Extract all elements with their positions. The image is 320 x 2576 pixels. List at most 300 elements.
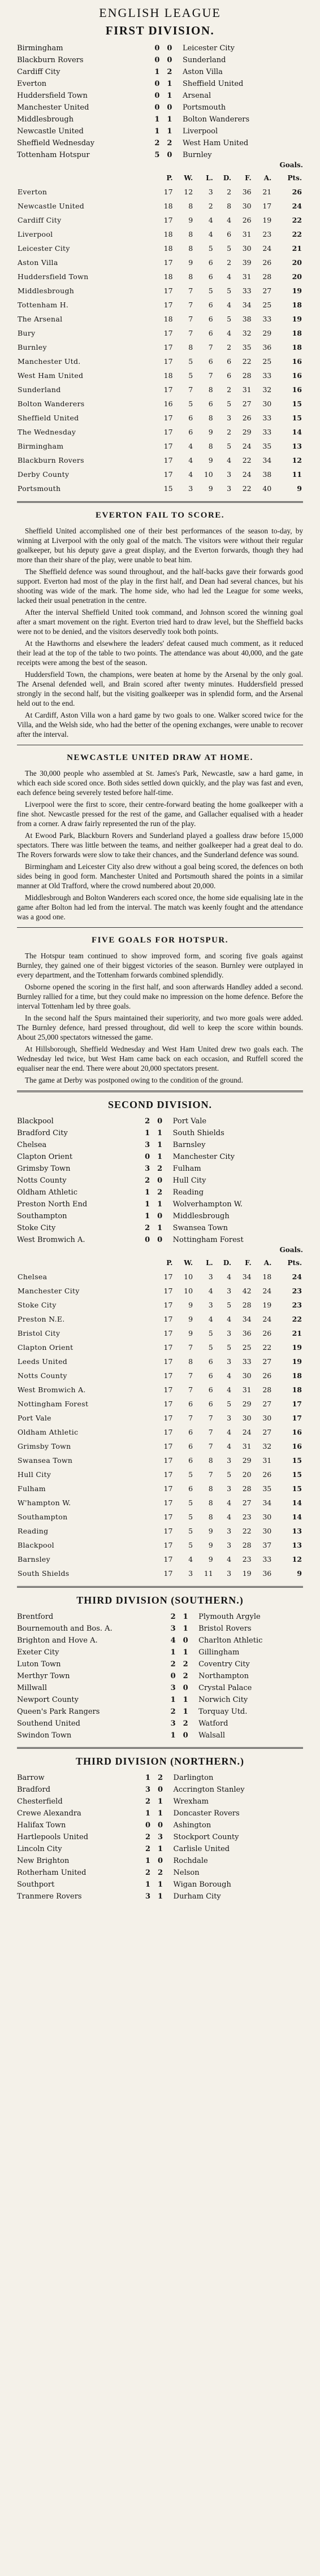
- points: 9: [297, 484, 302, 493]
- stat-cell: 3: [188, 484, 193, 493]
- home-team: Oldham Athletic: [17, 1188, 77, 1197]
- points: 16: [292, 385, 302, 394]
- away-score: 0: [167, 151, 172, 159]
- away-team: Bolton Wanderers: [182, 115, 250, 124]
- table-row: [17, 312, 303, 326]
- stat-cell: 4: [188, 1555, 193, 1563]
- stat-cell: 4: [208, 1287, 213, 1295]
- points: 16: [292, 357, 302, 366]
- stat-cell: 8: [188, 343, 193, 351]
- result-row: [17, 1210, 303, 1222]
- stat-cell: 17: [163, 258, 173, 267]
- column-header: D.: [223, 174, 232, 182]
- stat-cell: 4: [227, 1555, 232, 1563]
- stat-cell: 17: [163, 1287, 173, 1295]
- home-team: Crewe Alexandra: [17, 1809, 81, 1818]
- stat-cell: 4: [227, 456, 232, 464]
- stat-cell: 6: [227, 230, 232, 238]
- home-team: Brentford: [17, 1613, 54, 1621]
- stat-cell: 37: [262, 1541, 272, 1549]
- table-row: [17, 425, 303, 439]
- stat-cell: 5: [188, 357, 193, 366]
- stat-cell: 25: [242, 1343, 252, 1352]
- away-team: Wolverhampton W.: [172, 1200, 243, 1209]
- stat-cell: 24: [242, 470, 252, 479]
- home-score: 3: [170, 1624, 176, 1633]
- away-score: 0: [157, 1236, 163, 1244]
- team-name: Leeds United: [18, 1357, 68, 1366]
- home-team: Stoke City: [17, 1224, 56, 1232]
- away-team: Middlesbrough: [172, 1212, 230, 1220]
- stat-cell: 17: [163, 188, 173, 196]
- points: 15: [292, 1470, 302, 1479]
- away-score: 1: [157, 1153, 163, 1161]
- third-south-heading: THIRD DIVISION (SOUTHERN.): [76, 1595, 244, 1606]
- stat-cell: 4: [227, 1513, 232, 1521]
- stat-cell: 30: [262, 1527, 272, 1535]
- home-team: Sheffield Wednesday: [17, 139, 95, 147]
- away-score: 0: [167, 103, 172, 112]
- away-score: 2: [157, 1869, 163, 1877]
- home-score: 2: [170, 1613, 176, 1621]
- stat-cell: 31: [242, 230, 252, 238]
- home-team: Luton Town: [17, 1660, 61, 1669]
- stat-cell: 5: [227, 1400, 232, 1408]
- result-row: [17, 90, 303, 102]
- stat-cell: 4: [227, 1442, 232, 1450]
- stat-cell: 36: [242, 188, 252, 196]
- team-name: Fulham: [18, 1484, 46, 1493]
- stat-cell: 11: [204, 1569, 213, 1578]
- stat-cell: 33: [262, 414, 272, 422]
- stat-cell: 10: [204, 470, 213, 479]
- table-row: [17, 1467, 303, 1482]
- stat-cell: 10: [184, 1272, 193, 1281]
- away-score: 1: [183, 1624, 188, 1633]
- stat-cell: 31: [242, 1442, 252, 1450]
- table-row: [17, 255, 303, 270]
- stat-cell: 7: [208, 371, 213, 380]
- stat-cell: 29: [242, 1400, 252, 1408]
- stat-cell: 7: [208, 1442, 213, 1450]
- stat-cell: 26: [262, 1470, 272, 1479]
- table-row: [17, 354, 303, 368]
- stat-cell: 40: [262, 484, 272, 493]
- away-team: West Ham United: [182, 139, 249, 147]
- away-team: Manchester City: [172, 1153, 235, 1161]
- home-score: 4: [170, 1636, 176, 1645]
- stat-cell: 3: [227, 470, 232, 479]
- team-name: Liverpool: [18, 230, 53, 238]
- stat-cell: 3: [208, 1301, 213, 1309]
- report-paragraph: After the interval Sheffield United took command, and Johnson scored the winning goal after a smart movement on the right. Everton tried hard to draw level, but the Sheffield backs were not to be denied, and the visitors deservedly took both points.: [17, 608, 303, 636]
- points: 19: [292, 315, 302, 323]
- result-row: [17, 1718, 303, 1730]
- away-team: Sunderland: [182, 56, 226, 64]
- stat-cell: 34: [262, 1498, 272, 1507]
- stat-cell: 17: [163, 1470, 173, 1479]
- stat-cell: 17: [163, 286, 173, 295]
- points: 13: [292, 442, 302, 450]
- report-title: EVERTON FAIL TO SCORE.: [95, 511, 225, 520]
- away-team: Nottingham Forest: [172, 1236, 244, 1244]
- stat-cell: 28: [242, 371, 252, 380]
- team-name: Newcastle United: [18, 202, 85, 210]
- stat-cell: 29: [242, 428, 252, 436]
- report-paragraph: Birmingham and Leicester City also drew without a goal being scored, the defences on both sides being in good form. Manchester United and Portsmouth shared the points in a similar manner at Old Trafford, where the crowd numbered about 20,000.: [17, 862, 303, 890]
- stat-cell: 3: [208, 1272, 213, 1281]
- report-paragraph: The 30,000 people who assembled at St. James's Park, Newcastle, saw a hard game, in which each side scored once. Both sides settled down quickly, and the play was fast and even, each defence being severely tested before half-time.: [17, 769, 303, 797]
- home-score: 1: [145, 1188, 150, 1197]
- stat-cell: 17: [163, 1315, 173, 1323]
- stat-cell: 3: [227, 1287, 232, 1295]
- stat-cell: 30: [262, 1414, 272, 1422]
- home-score: 1: [145, 1809, 151, 1818]
- away-team: Swansea Town: [172, 1224, 228, 1232]
- points: 19: [292, 286, 302, 295]
- stat-cell: 7: [188, 315, 193, 323]
- points: 13: [292, 1527, 302, 1535]
- team-name: Oldham Athletic: [18, 1428, 79, 1436]
- home-score: 0: [145, 1236, 150, 1244]
- stat-cell: 31: [242, 385, 252, 394]
- stat-cell: 3: [227, 1527, 232, 1535]
- home-team: Notts County: [17, 1176, 67, 1185]
- away-team: Charlton Athletic: [198, 1636, 263, 1645]
- team-name: Bury: [18, 329, 36, 337]
- stat-cell: 38: [262, 470, 272, 479]
- table-row: [17, 397, 303, 411]
- team-name: South Shields: [18, 1569, 70, 1578]
- away-team: Durham City: [173, 1892, 221, 1901]
- stat-cell: 39: [242, 258, 252, 267]
- points: 16: [292, 1428, 302, 1436]
- stat-cell: 15: [163, 484, 173, 493]
- stat-cell: 4: [227, 1428, 232, 1436]
- home-team: Exeter City: [17, 1648, 59, 1657]
- away-score: 2: [167, 68, 172, 76]
- away-score: 0: [157, 1176, 163, 1185]
- home-score: 2: [170, 1708, 176, 1716]
- stat-cell: 18: [163, 272, 173, 281]
- away-team: Bristol Rovers: [198, 1624, 252, 1633]
- divider: [17, 1747, 303, 1749]
- stat-cell: 27: [262, 286, 272, 295]
- stat-cell: 36: [242, 1329, 252, 1337]
- second-division-table: [17, 1256, 303, 1580]
- home-score: 3: [170, 1684, 176, 1692]
- away-score: 0: [167, 44, 172, 53]
- stat-cell: 26: [262, 258, 272, 267]
- result-row: [17, 1623, 303, 1635]
- points: 13: [292, 1541, 302, 1549]
- away-team: Walsall: [198, 1731, 225, 1740]
- stat-cell: 8: [208, 1456, 213, 1465]
- points: 21: [292, 1329, 302, 1337]
- stat-cell: 4: [227, 1498, 232, 1507]
- stat-cell: 7: [188, 385, 193, 394]
- home-score: 1: [145, 1129, 150, 1137]
- away-team: Fulham: [172, 1165, 201, 1173]
- stat-cell: 9: [188, 258, 193, 267]
- report-paragraph: At Ewood Park, Blackburn Rovers and Sunderland played a goalless draw before 15,000 spectators. There was little between the teams, and neither goalkeeper had a great deal to do. The Rovers forwards were slow to take their chances, and the Sunderland defence was sound.: [17, 831, 303, 859]
- table-row: [17, 326, 303, 340]
- report-paragraph: Sheffield United accomplished one of their best performances of the season to-day, by winning at Liverpool with the only goal of the match. The visitors were without their regular goalkeeper, but his deputy gave a great display, and the Everton forwards, though they had more than their share of the play, were unable to beat him.: [17, 527, 303, 564]
- result-row: [17, 1867, 303, 1879]
- table-row: [17, 439, 303, 453]
- table-row: [17, 213, 303, 227]
- result-row: [17, 54, 303, 66]
- stat-cell: 5: [188, 1513, 193, 1521]
- masthead: ENGLISH LEAGUE: [99, 6, 221, 20]
- stat-cell: 8: [208, 1513, 213, 1521]
- stat-cell: 6: [208, 1385, 213, 1394]
- result-row: [17, 1175, 303, 1187]
- result-row: [17, 1647, 303, 1658]
- away-score: 3: [157, 1833, 163, 1841]
- stat-cell: 17: [163, 1484, 173, 1493]
- home-score: 2: [145, 1797, 151, 1806]
- third-south-results: [17, 1611, 303, 1741]
- stat-cell: 22: [242, 456, 252, 464]
- stat-cell: 9: [188, 1315, 193, 1323]
- stat-cell: 10: [184, 1287, 193, 1295]
- stat-cell: 5: [208, 244, 213, 253]
- stat-cell: 7: [208, 1414, 213, 1422]
- stat-cell: 19: [242, 1569, 252, 1578]
- table-row: [17, 185, 303, 199]
- first-division-results: [17, 42, 303, 161]
- result-row: [17, 1879, 303, 1891]
- team-name: Cardiff City: [18, 216, 62, 224]
- report-paragraph: The Hotspur team continued to show improved form, and scoring five goals against Burnley, they gained one of their biggest victories of the season. Burnley were outplayed in every department, and the Tottenham forwards combined splendidly.: [17, 952, 303, 979]
- stat-cell: 9: [208, 484, 213, 493]
- second-goals-label: Goals.: [279, 1246, 303, 1254]
- home-team: Clapton Orient: [17, 1153, 73, 1161]
- stat-cell: 2: [227, 343, 232, 351]
- points: 18: [292, 329, 302, 337]
- result-row: [17, 137, 303, 149]
- stat-cell: 5: [188, 399, 193, 408]
- team-name: Stoke City: [18, 1301, 57, 1309]
- stat-cell: 30: [242, 202, 252, 210]
- stat-cell: 4: [208, 230, 213, 238]
- stat-cell: 6: [208, 357, 213, 366]
- stat-cell: 35: [242, 343, 252, 351]
- stat-cell: 7: [188, 1343, 193, 1352]
- team-name: The Wednesday: [18, 428, 76, 436]
- stat-cell: 24: [262, 1315, 272, 1323]
- stat-cell: 17: [163, 1569, 173, 1578]
- stat-cell: 5: [227, 1343, 232, 1352]
- stat-cell: 6: [208, 1371, 213, 1380]
- away-score: 0: [157, 1857, 163, 1865]
- report-paragraph: The game at Derby was postponed owing to the condition of the ground.: [25, 1076, 243, 1084]
- stat-cell: 8: [208, 414, 213, 422]
- stat-cell: 16: [163, 399, 173, 408]
- result-row: [17, 1843, 303, 1855]
- team-name: The Arsenal: [18, 315, 63, 323]
- stat-cell: 9: [188, 216, 193, 224]
- stat-cell: 4: [188, 442, 193, 450]
- stat-cell: 3: [227, 1541, 232, 1549]
- home-team: Southend United: [17, 1719, 80, 1728]
- away-team: Liverpool: [182, 127, 218, 136]
- stat-cell: 22: [262, 1343, 272, 1352]
- team-name: Derby County: [18, 470, 70, 479]
- result-row: [17, 1772, 303, 1784]
- stat-cell: 4: [227, 1272, 232, 1281]
- stat-cell: 26: [262, 1371, 272, 1380]
- stat-cell: 7: [208, 1470, 213, 1479]
- stat-cell: 17: [163, 1371, 173, 1380]
- stat-cell: 9: [208, 456, 213, 464]
- home-score: 2: [170, 1660, 176, 1669]
- home-team: Middlesbrough: [17, 115, 74, 124]
- stat-cell: 3: [188, 1569, 193, 1578]
- stat-cell: 6: [188, 414, 193, 422]
- stat-cell: 17: [163, 1442, 173, 1450]
- home-score: 1: [154, 68, 160, 76]
- stat-cell: 4: [227, 1315, 232, 1323]
- points: 20: [292, 258, 302, 267]
- home-team: Southampton: [17, 1212, 67, 1220]
- away-score: 1: [183, 1696, 188, 1704]
- home-score: 3: [145, 1141, 150, 1149]
- stat-cell: 5: [188, 371, 193, 380]
- team-name: Huddersfield Town: [18, 272, 89, 281]
- stat-cell: 3: [208, 188, 213, 196]
- stat-cell: 17: [163, 1329, 173, 1337]
- away-team: Aston Villa: [182, 68, 223, 76]
- points: 12: [292, 1555, 302, 1563]
- first-division-table: [17, 171, 303, 496]
- away-score: 1: [167, 92, 172, 100]
- home-score: 5: [154, 151, 160, 159]
- stat-cell: 30: [262, 1513, 272, 1521]
- table-row: [17, 368, 303, 383]
- away-score: 1: [183, 1708, 188, 1716]
- stat-cell: 31: [242, 272, 252, 281]
- home-score: 3: [145, 1786, 151, 1794]
- column-header: Pts.: [287, 1259, 302, 1267]
- team-name: Sunderland: [18, 385, 61, 394]
- team-name: Portsmouth: [18, 484, 61, 493]
- stat-cell: 4: [227, 1371, 232, 1380]
- stat-cell: 26: [262, 1329, 272, 1337]
- home-score: 0: [154, 56, 160, 64]
- home-score: 1: [145, 1774, 151, 1782]
- points: 14: [292, 1513, 302, 1521]
- first-goals-label: Goals.: [279, 161, 303, 169]
- stat-cell: 35: [262, 442, 272, 450]
- stat-cell: 17: [163, 414, 173, 422]
- points: 22: [292, 230, 302, 238]
- stat-cell: 34: [242, 1315, 252, 1323]
- home-score: 1: [145, 1857, 151, 1865]
- stat-cell: 34: [242, 1272, 252, 1281]
- stat-cell: 8: [188, 244, 193, 253]
- away-team: Wigan Borough: [173, 1880, 231, 1889]
- column-header: A.: [263, 174, 272, 182]
- column-header: P.: [166, 174, 173, 182]
- team-name: Tottenham H.: [18, 301, 69, 309]
- team-name: Manchester Utd.: [18, 357, 81, 366]
- column-header: D.: [223, 1259, 232, 1267]
- stat-cell: 17: [163, 1456, 173, 1465]
- home-team: West Bromwich A.: [17, 1236, 85, 1244]
- home-score: 1: [154, 127, 160, 136]
- stat-cell: 8: [208, 385, 213, 394]
- table-row: [17, 1397, 303, 1411]
- table-row: [17, 453, 303, 467]
- team-name: West Ham United: [18, 371, 84, 380]
- stat-cell: 8: [188, 272, 193, 281]
- away-score: 2: [157, 1188, 163, 1197]
- stat-cell: 6: [188, 1400, 193, 1408]
- divider: [17, 927, 303, 928]
- stat-cell: 4: [227, 301, 232, 309]
- stat-cell: 32: [262, 385, 272, 394]
- stat-cell: 7: [188, 301, 193, 309]
- stat-cell: 17: [163, 1343, 173, 1352]
- table-row: [17, 1411, 303, 1425]
- result-row: [17, 1682, 303, 1694]
- home-team: Tranmere Rovers: [17, 1892, 82, 1901]
- team-name: Blackburn Rovers: [18, 456, 84, 464]
- third-north-results: [17, 1772, 303, 1902]
- table-row: [17, 298, 303, 312]
- stat-cell: 4: [208, 216, 213, 224]
- away-team: Nelson: [173, 1869, 200, 1877]
- stat-cell: 9: [208, 428, 213, 436]
- stat-cell: 17: [262, 202, 272, 210]
- points: 16: [292, 1442, 302, 1450]
- table-row: [17, 383, 303, 397]
- table-row: [17, 1340, 303, 1354]
- home-team: Birmingham: [17, 44, 63, 53]
- points: 24: [292, 1272, 302, 1281]
- home-team: Newport County: [17, 1696, 79, 1704]
- team-name: Reading: [18, 1527, 49, 1535]
- team-name: Sheffield United: [18, 414, 79, 422]
- stat-cell: 7: [208, 343, 213, 351]
- table-row: [17, 1439, 303, 1453]
- stat-cell: 7: [188, 1371, 193, 1380]
- stat-cell: 3: [227, 1357, 232, 1366]
- result-row: [17, 1855, 303, 1867]
- home-team: Huddersfield Town: [17, 92, 88, 100]
- result-row: [17, 1819, 303, 1831]
- stat-cell: 34: [242, 301, 252, 309]
- away-team: Plymouth Argyle: [198, 1613, 261, 1621]
- points: 15: [292, 414, 302, 422]
- away-team: Gillingham: [198, 1648, 240, 1657]
- team-name: Birmingham: [18, 442, 64, 450]
- stat-cell: 28: [262, 272, 272, 281]
- team-name: W'hampton W.: [18, 1498, 71, 1507]
- stat-cell: 3: [227, 1414, 232, 1422]
- away-team: Barnsley: [172, 1141, 206, 1149]
- team-name: Leicester City: [18, 244, 70, 253]
- stat-cell: 17: [163, 456, 173, 464]
- table-row: [17, 1510, 303, 1524]
- result-row: [17, 1127, 303, 1139]
- stat-cell: 17: [163, 1301, 173, 1309]
- stat-cell: 30: [262, 399, 272, 408]
- away-team: Leicester City: [182, 44, 235, 53]
- away-score: 2: [183, 1660, 188, 1669]
